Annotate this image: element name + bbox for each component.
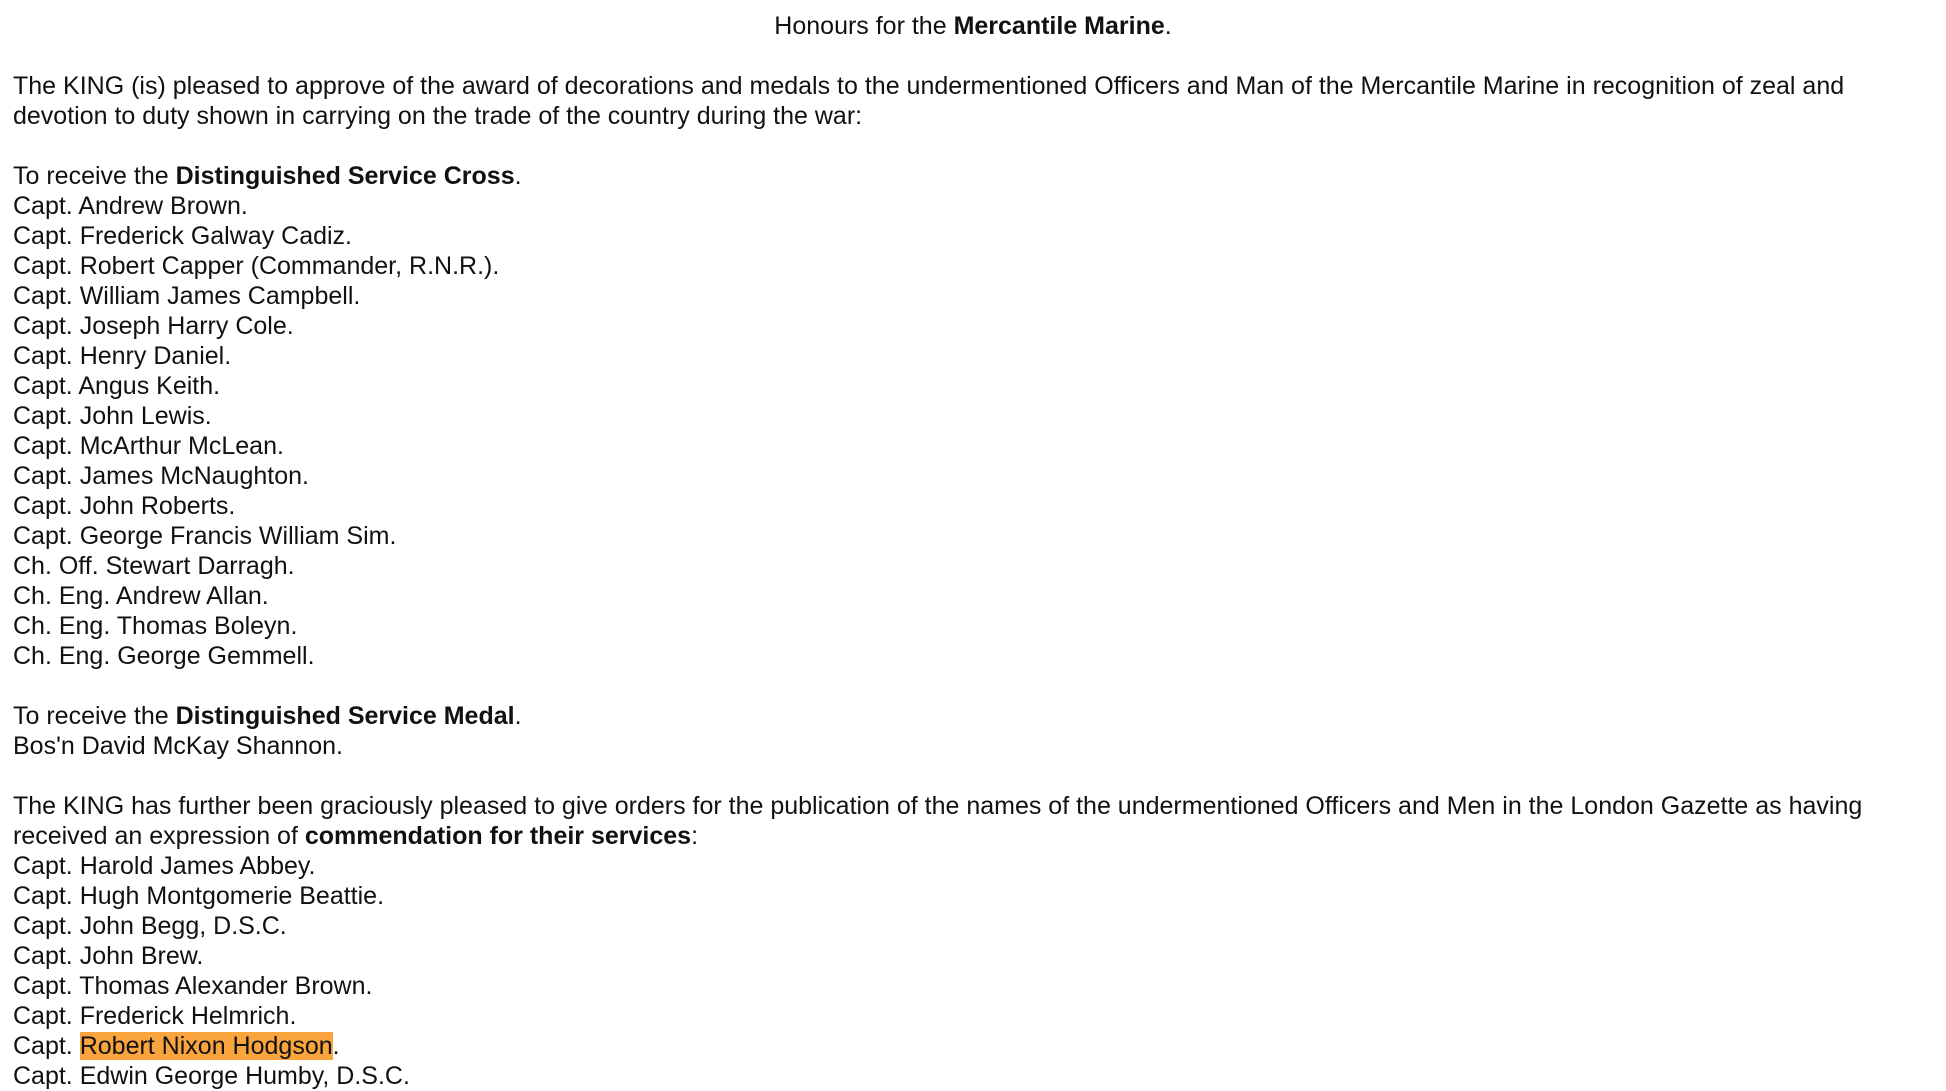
list-item: Capt. John Brew. <box>13 942 204 970</box>
dsc-heading <box>13 161 1933 191</box>
list-item: Capt. Frederick Galway Cadiz. <box>13 222 353 250</box>
list-item: Capt. McArthur McLean. <box>13 432 284 460</box>
dsm-heading-suffix: . <box>514 702 522 730</box>
title-suffix: . <box>1164 12 1172 40</box>
list-item: Capt. Edwin George Humby, D.S.C. <box>13 1062 410 1090</box>
list-item: Capt. Henry Daniel. <box>13 342 232 370</box>
dsm-heading-bold: Distinguished Service Medal <box>175 702 515 730</box>
list-item: Capt. George Francis William Sim. <box>13 522 397 550</box>
list-item: Capt. Hugh Montgomerie Beattie. <box>13 882 385 910</box>
intro-paragraph: The KING (is) pleased to approve of the award of decorations and medals to the undermentioned Officers and Man of the Mercantile Marine in recognition of zeal and devotion to duty shown in carrying on the trade of the country during the war: <box>13 72 1845 130</box>
commendation-section <box>13 791 1933 1091</box>
list-item: Capt. William James Campbell. <box>13 282 361 310</box>
commendation-suffix: : <box>691 822 699 850</box>
spacer <box>13 131 1933 161</box>
highlighted-suffix: . <box>332 1032 340 1060</box>
dsm-heading <box>13 701 1933 731</box>
dsc-heading-prefix: To receive the <box>13 162 176 190</box>
list-item: Capt. James McNaughton. <box>13 462 309 490</box>
list-item: Capt. Angus Keith. <box>13 372 221 400</box>
list-item: Capt. Harold James Abbey. <box>13 852 316 880</box>
dsc-heading-suffix: . <box>514 162 522 190</box>
spacer <box>13 41 1933 71</box>
spacer <box>13 671 1933 701</box>
spacer <box>13 761 1933 791</box>
commendation-paragraph <box>13 791 1933 851</box>
page-title <box>13 11 1933 41</box>
dsm-heading-prefix: To receive the <box>13 702 176 730</box>
list-item: Capt. Thomas Alexander Brown. <box>13 972 373 1000</box>
list-item: Ch. Eng. Andrew Allan. <box>13 582 269 610</box>
list-item: Capt. John Lewis. <box>13 402 212 430</box>
highlighted-list-item <box>13 1031 1933 1061</box>
list-item: Capt. Robert Capper (Commander, R.N.R.). <box>13 252 500 280</box>
commendation-bold: commendation for their services <box>304 822 692 850</box>
list-item: Capt. Joseph Harry Cole. <box>13 312 294 340</box>
list-item: Ch. Eng. Thomas Boleyn. <box>13 612 298 640</box>
search-highlight: Robert Nixon Hodgson <box>79 1032 333 1060</box>
dsc-section <box>13 161 1933 671</box>
list-item: Capt. Frederick Helmrich. <box>13 1002 297 1030</box>
title-bold: Mercantile Marine <box>953 12 1165 40</box>
list-item: Capt. John Roberts. <box>13 492 236 520</box>
dsm-section <box>13 701 1933 761</box>
list-item: Bos'n David McKay Shannon. <box>13 732 343 760</box>
list-item: Ch. Eng. George Gemmell. <box>13 642 315 670</box>
list-item: Capt. Andrew Brown. <box>13 192 248 220</box>
list-item: Capt. John Begg, D.S.C. <box>13 912 287 940</box>
highlighted-prefix: Capt. <box>13 1032 80 1060</box>
commendation-text: The KING has further been graciously pleased to give orders for the publication of the names of the undermentioned Officers and Men in the London Gazette as having received an expression of <box>13 792 1863 850</box>
title-prefix: Honours for the <box>774 12 954 40</box>
list-item: Ch. Off. Stewart Darragh. <box>13 552 295 580</box>
dsc-heading-bold: Distinguished Service Cross <box>175 162 515 190</box>
